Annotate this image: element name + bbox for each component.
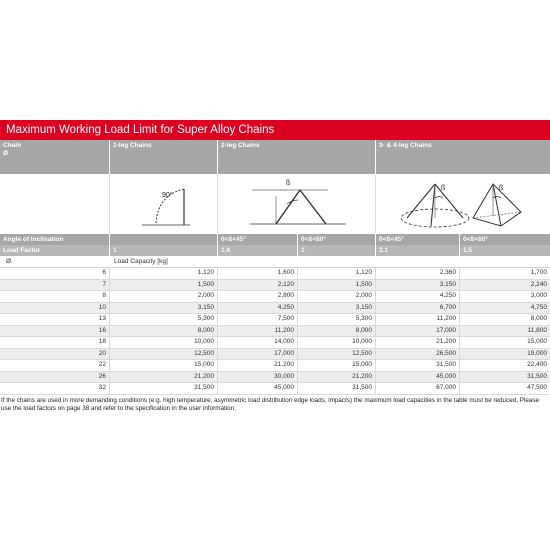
load-value-cell: 11,800 <box>460 326 550 337</box>
load-value-cell: 8,000 <box>298 326 376 337</box>
load-value-cell: 45,000 <box>376 372 460 383</box>
load-value-cell: 4,750 <box>460 303 550 314</box>
load-value-cell: 2,800 <box>218 291 298 302</box>
table-row <box>0 280 550 292</box>
multi-leg-chain-icon <box>393 176 533 232</box>
one-leg-diagram <box>110 174 218 234</box>
load-factor-cell: 1 <box>110 245 218 256</box>
table-title: Maximum Working Load Limit for Super Alloy Chains <box>0 120 550 140</box>
load-value-cell: 47,500 <box>460 383 550 394</box>
diameter-symbol: Ø <box>3 150 9 157</box>
load-value-cell: 5,300 <box>110 314 218 325</box>
load-value-cell: 45,000 <box>218 383 298 394</box>
load-value-cell: 1,700 <box>460 268 550 279</box>
load-value-cell: 11,200 <box>218 326 298 337</box>
table-row <box>0 314 550 326</box>
angle-row <box>0 234 550 245</box>
load-value-cell: 7,500 <box>218 314 298 325</box>
load-value-cell: 6,700 <box>376 303 460 314</box>
load-value-cell: 31,500 <box>460 372 550 383</box>
angle-90-label: 90° <box>161 192 173 199</box>
load-value-cell: 31,500 <box>376 360 460 371</box>
load-value-cell: 12,500 <box>110 349 218 360</box>
chain-diameter-cell: 18 <box>0 337 110 348</box>
load-factor-cell: 1.5 <box>460 245 550 256</box>
two-leg-diagram <box>218 174 376 234</box>
two-leg-chain-icon <box>242 176 352 232</box>
load-value-cell: 17,000 <box>376 326 460 337</box>
load-value-cell: 3,150 <box>376 280 460 291</box>
load-value-cell: 14,000 <box>218 337 298 348</box>
load-value-cell: 17,000 <box>218 349 298 360</box>
angle-cell <box>110 234 218 245</box>
load-value-cell: 67,000 <box>376 383 460 394</box>
load-value-cell: 10,000 <box>110 337 218 348</box>
load-value-cell: 26,500 <box>376 349 460 360</box>
angle-label: Angle of Inclination <box>0 234 110 245</box>
load-value-cell: 4,250 <box>218 303 298 314</box>
data-rows <box>0 268 550 395</box>
leg34-header: 3- & 4-leg Chains <box>376 140 550 174</box>
table-row <box>0 372 550 384</box>
load-value-cell: 10,000 <box>298 337 376 348</box>
load-value-cell: 31,500 <box>298 383 376 394</box>
load-value-cell: 8,000 <box>460 314 550 325</box>
load-factor-label: Load Factor <box>0 245 110 256</box>
load-value-cell: 21,200 <box>110 372 218 383</box>
beta-label: ß <box>285 180 290 187</box>
capacity-diameter-symbol: Ø <box>6 258 12 265</box>
chain-diameter-cell: 22 <box>0 360 110 371</box>
load-value-cell: 2,360 <box>376 268 460 279</box>
chain-diameter-cell: 13 <box>0 314 110 325</box>
table-row <box>0 337 550 349</box>
load-value-cell: 1,500 <box>110 280 218 291</box>
beta-label: ß <box>499 185 504 192</box>
load-value-cell: 21,200 <box>218 360 298 371</box>
load-value-cell: 2,000 <box>110 291 218 302</box>
table-row <box>0 326 550 338</box>
chain-diameter-cell: 7 <box>0 280 110 291</box>
load-factor-cell: 1 <box>298 245 376 256</box>
load-limit-table <box>0 120 550 414</box>
chain-diameter-cell: 20 <box>0 349 110 360</box>
load-factor-cell: 2.1 <box>376 245 460 256</box>
load-value-cell: 12,500 <box>298 349 376 360</box>
load-value-cell: 1,120 <box>298 268 376 279</box>
chain-diameter-cell: 26 <box>0 372 110 383</box>
load-value-cell: 8,000 <box>110 326 218 337</box>
angle-cell: 0<ß<60° <box>460 234 550 245</box>
load-value-cell: 1,600 <box>218 268 298 279</box>
load-value-cell: 30,000 <box>218 372 298 383</box>
load-value-cell: 3,150 <box>298 303 376 314</box>
footnote: If the chains are used in more demanding conditions (e.g. high temperature, asymmetric load distribution edge loads, impacts) the maximum load capacities in the table must be reduced, Please use the load factors on page 38 and refer to the specification in the user information, <box>1 396 539 412</box>
one-leg-chain-icon <box>134 179 194 229</box>
chain-diameter-cell: 16 <box>0 326 110 337</box>
load-value-cell: 15,000 <box>110 360 218 371</box>
load-value-cell: 4,250 <box>376 291 460 302</box>
load-value-cell: 22,400 <box>460 360 550 371</box>
load-value-cell: 11,200 <box>376 314 460 325</box>
angle-cell: 0<ß<45° <box>376 234 460 245</box>
load-value-cell: 19,000 <box>460 349 550 360</box>
chain-header-label: Chain <box>3 142 22 149</box>
leg2-header: 2-leg Chains <box>218 140 376 174</box>
chain-diameter-cell: 32 <box>0 383 110 394</box>
load-value-cell: 5,300 <box>298 314 376 325</box>
load-value-cell: 2,000 <box>298 291 376 302</box>
load-value-cell: 21,200 <box>298 372 376 383</box>
angle-cell: 0<ß<45° <box>218 234 298 245</box>
diagram-empty-cell <box>0 174 110 234</box>
load-value-cell: 15,000 <box>298 360 376 371</box>
load-capacity-row <box>0 256 550 268</box>
chain-diameter-cell: 10 <box>0 303 110 314</box>
table-row <box>0 383 550 395</box>
angle-cell: 0<ß<60° <box>298 234 376 245</box>
load-value-cell: 1,120 <box>110 268 218 279</box>
load-value-cell: 3,000 <box>460 291 550 302</box>
load-value-cell: 21,200 <box>376 337 460 348</box>
load-value-cell: 31,500 <box>110 383 218 394</box>
table-row <box>0 360 550 372</box>
load-value-cell: 3,150 <box>110 303 218 314</box>
leg1-header: 1-leg Chains <box>110 140 218 174</box>
three-four-leg-diagram <box>376 174 550 234</box>
chain-diameter-cell: 6 <box>0 268 110 279</box>
diagram-row <box>0 174 550 234</box>
table-row <box>0 349 550 361</box>
load-value-cell: 1,500 <box>298 280 376 291</box>
table-row <box>0 303 550 315</box>
header-row <box>0 140 550 174</box>
load-value-cell: 2,240 <box>460 280 550 291</box>
load-capacity-label: Load Capacity [kg] <box>114 258 168 265</box>
chain-header <box>0 140 110 174</box>
beta-label: ß <box>441 185 446 192</box>
load-factor-row <box>0 245 550 256</box>
load-value-cell: 2,120 <box>218 280 298 291</box>
chain-diameter-cell: 8 <box>0 291 110 302</box>
table-row <box>0 268 550 280</box>
load-value-cell: 15,000 <box>460 337 550 348</box>
load-factor-cell: 1.4 <box>218 245 298 256</box>
table-row <box>0 291 550 303</box>
